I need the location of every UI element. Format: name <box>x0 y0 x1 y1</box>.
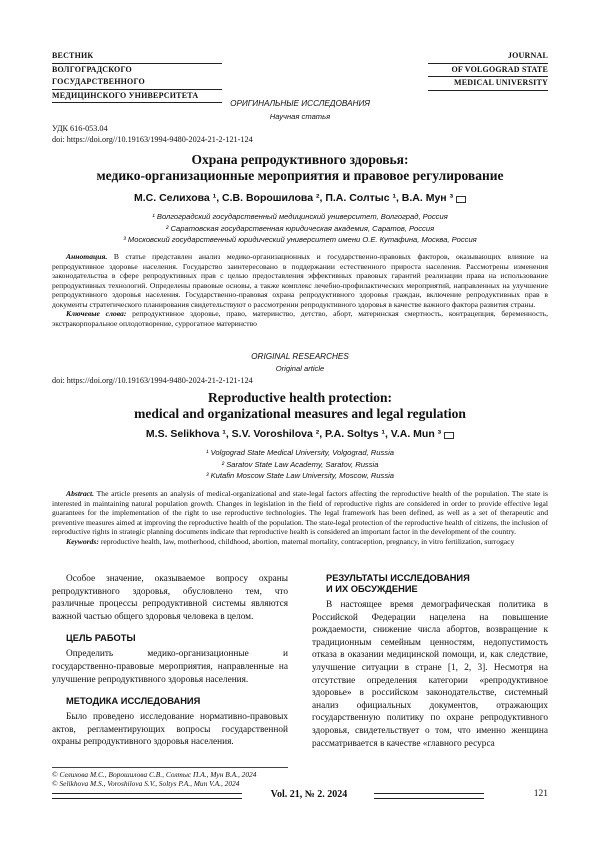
abstract-ru-label: Аннотация. <box>66 252 108 261</box>
abstract-en-label: Abstract. <box>66 489 95 498</box>
doi-ru: doi: https://doi.org//10.19163/1994-9480-2024-21-2-121-124 <box>52 135 253 144</box>
udk: УДК 616-053.04 <box>52 124 108 133</box>
title-en-line2: medical and organizational measures and legal regulation <box>134 406 466 421</box>
copyright-block <box>52 770 288 789</box>
affiliations-ru <box>0 211 600 246</box>
title-ru-line2: медико-организационные мероприятия и правовое регулирование <box>96 168 504 183</box>
affiliation-en-3: ³ Kutafin Moscow State Law University, Moscow, Russia <box>205 471 395 480</box>
keywords-ru-label: Ключевые слова: <box>66 309 127 318</box>
journal-masthead-ru <box>52 50 222 103</box>
footer-volume: Vol. 21, № 2. 2024 <box>270 789 348 800</box>
abstract-ru <box>52 252 548 328</box>
section-label-en: ORIGINAL RESEARCHES <box>251 352 349 361</box>
title-en-line1: Reproductive health protection: <box>208 390 392 405</box>
affiliation-en-2: ² Saratov State Law Academy, Saratov, Russia <box>221 459 379 469</box>
authors-en <box>0 428 600 440</box>
title-en <box>30 390 570 422</box>
affiliation-ru-3: ³ Московский государственный юридический университет имени О.Е. Кутафина, Москва, Россия <box>123 235 477 244</box>
abstract-en-text: The article presents an analysis of medical-organizational and state-legal factors affecting the reproductive health of the population. The state is interested in maintaining natural population growth. Changes in legislation in the field of reproductive rights are considered in order to provide effective legal guarantees for the implementation of the right to use reproductive technologies. The legal framework has been defined, as well as a set of therapeutic and preventive measures aimed at improving the reproductive health of the population. The state-legal protection of the reproductive health of citizens, the inclusion of reproductive rights in strategic planning documents indicate that reproductive health is considered an important factor in the development of the country. <box>52 489 548 536</box>
envelope-icon <box>456 196 466 203</box>
masthead-ru-line1: ВЕСТНИК <box>52 50 222 64</box>
section-label-ru: ОРИГИНАЛЬНЫЕ ИССЛЕДОВАНИЯ <box>230 99 370 108</box>
footer-rule-left <box>52 793 242 799</box>
masthead-ru-line2: ВОЛГОГРАДСКОГО ГОСУДАРСТВЕННОГО <box>52 64 222 90</box>
left-column <box>52 573 288 749</box>
affiliation-ru-2: ² Саратовская государственная юридическая академия, Саратов, Россия <box>165 223 435 233</box>
results-heading <box>326 573 548 595</box>
authors-ru <box>0 192 600 204</box>
affiliation-ru-1: ¹ Волгоградский государственный медицинский университет, Волгоград, Россия <box>152 212 448 221</box>
results-paragraph: В настоящее время демографическая политика в Российской Федерации нацелена на повышение рождаемости, снижение числа абортов, возвращение к традиционным семейным ценностям, недопустимость отказа в оказании медицинской помощи, и, как следствие, улучшение ситуации в стране [1, 2, 3]. Несмотря на отсутствие определения категории «репродуктивное здоровье» в российском законодательстве, системный анализ официальных документов, отражающих государственную политику по охране репродуктивного здоровья, свидетельствует о том, что именно женщина рассматривается в качестве «главного ресурса <box>312 600 548 749</box>
authors-en-text: M.S. Selikhova ¹, S.V. Voroshilova ², P.A. Soltys ¹, V.A. Mun ³ <box>145 428 442 440</box>
footer-rule-right <box>374 793 484 799</box>
affiliation-en-1: ¹ Volgograd State Medical University, Volgograd, Russia <box>206 448 394 457</box>
masthead-en-line1: JOURNAL <box>428 50 548 64</box>
copyright-ru: © Селихова М.С., Ворошилова С.В., Солтыс П.А., Мун В.А., 2024 <box>52 770 257 779</box>
article-type-en: Original article <box>275 364 325 373</box>
right-column <box>312 573 548 750</box>
intro-paragraph: Особое значение, оказываемое вопросу охраны репродуктивного здоровья, обусловлено тем, что различные процессы репродуктивной системы являются важной частью общего здоровья человека в целом. <box>52 574 288 622</box>
journal-masthead-en <box>428 50 548 91</box>
authors-ru-text: М.С. Селихова ¹, С.В. Ворошилова ², П.А. Солтыс ¹, В.А. Мун ³ <box>134 192 454 204</box>
masthead-en-line3: MEDICAL UNIVERSITY <box>428 77 548 91</box>
abstract-en <box>52 489 548 546</box>
masthead-en-line2: OF VOLGOGRAD STATE <box>428 64 548 78</box>
results-heading-line1: РЕЗУЛЬТАТЫ ИССЛЕДОВАНИЯ <box>326 573 470 583</box>
title-ru <box>30 152 570 184</box>
page-number: 121 <box>533 789 548 799</box>
copyright-rule <box>52 767 288 768</box>
goal-paragraph: Определить медико-организационные и государственно-правовые мероприятия, направленные на улучшение репродуктивного здоровья населения. <box>52 649 288 685</box>
title-ru-line1: Охрана репродуктивного здоровья: <box>191 152 409 167</box>
abstract-ru-text: В статье представлен анализ медико-организационных и государственно-правовых факторов, оказывающих влияние на репродуктивное здоровье населения. Государство заинтересовано в поддержании естественного прироста населения. Рассмотрены изменения законодательства в сфере репродуктивных прав с целью предоставления эффективных правовых гарантий реализации права на использование репродуктивных технологий. Определены правовые основы, а также комплекс лечебно-профилактических мероприятий, направленных на улучшение репродуктивного здоровья населения. Государственно-правовая охрана репродуктивного здоровья граждан, включение репродуктивных прав в документы стратегического планирования свидетельствуют о рассмотрении репродуктивного здоровья в качестве важного фактора развития страны. <box>52 252 548 309</box>
method-heading: МЕТОДИКА ИССЛЕДОВАНИЯ <box>66 696 201 707</box>
doi-en: doi: https://doi.org//10.19163/1994-9480-2024-21-2-121-124 <box>52 376 253 385</box>
keywords-ru-text: репродуктивное здоровье, право, материнство, детство, аборт, материнская смертность, контрацепция, беременность, экстракорпоральное оплодотворение, суррогатное материнство <box>52 309 548 328</box>
keywords-en-text: reproductive health, law, motherhood, childhood, abortion, maternal mortality, contraception, pregnancy, in vitro fertilization, surrogacy <box>100 536 515 546</box>
article-type-ru: Научная статья <box>269 112 331 121</box>
copyright-en: © Selikhova M.S., Voroshilova S.V., Soltys P.A., Mun V.A., 2024 <box>52 779 240 789</box>
results-heading-line2: И ИХ ОБСУЖДЕНИЕ <box>326 584 418 594</box>
envelope-icon-en <box>444 432 454 439</box>
affiliations-en <box>0 447 600 482</box>
masthead-ru-line3: МЕДИЦИНСКОГО УНИВЕРСИТЕТА <box>52 90 222 104</box>
goal-heading: ЦЕЛЬ РАБОТЫ <box>66 633 136 644</box>
method-paragraph: Было проведено исследование нормативно-правовых актов, регламентирующих вопросы государственной охраны репродуктивного здоровья населения. <box>52 712 288 748</box>
keywords-en-label: Keywords: <box>66 536 99 546</box>
